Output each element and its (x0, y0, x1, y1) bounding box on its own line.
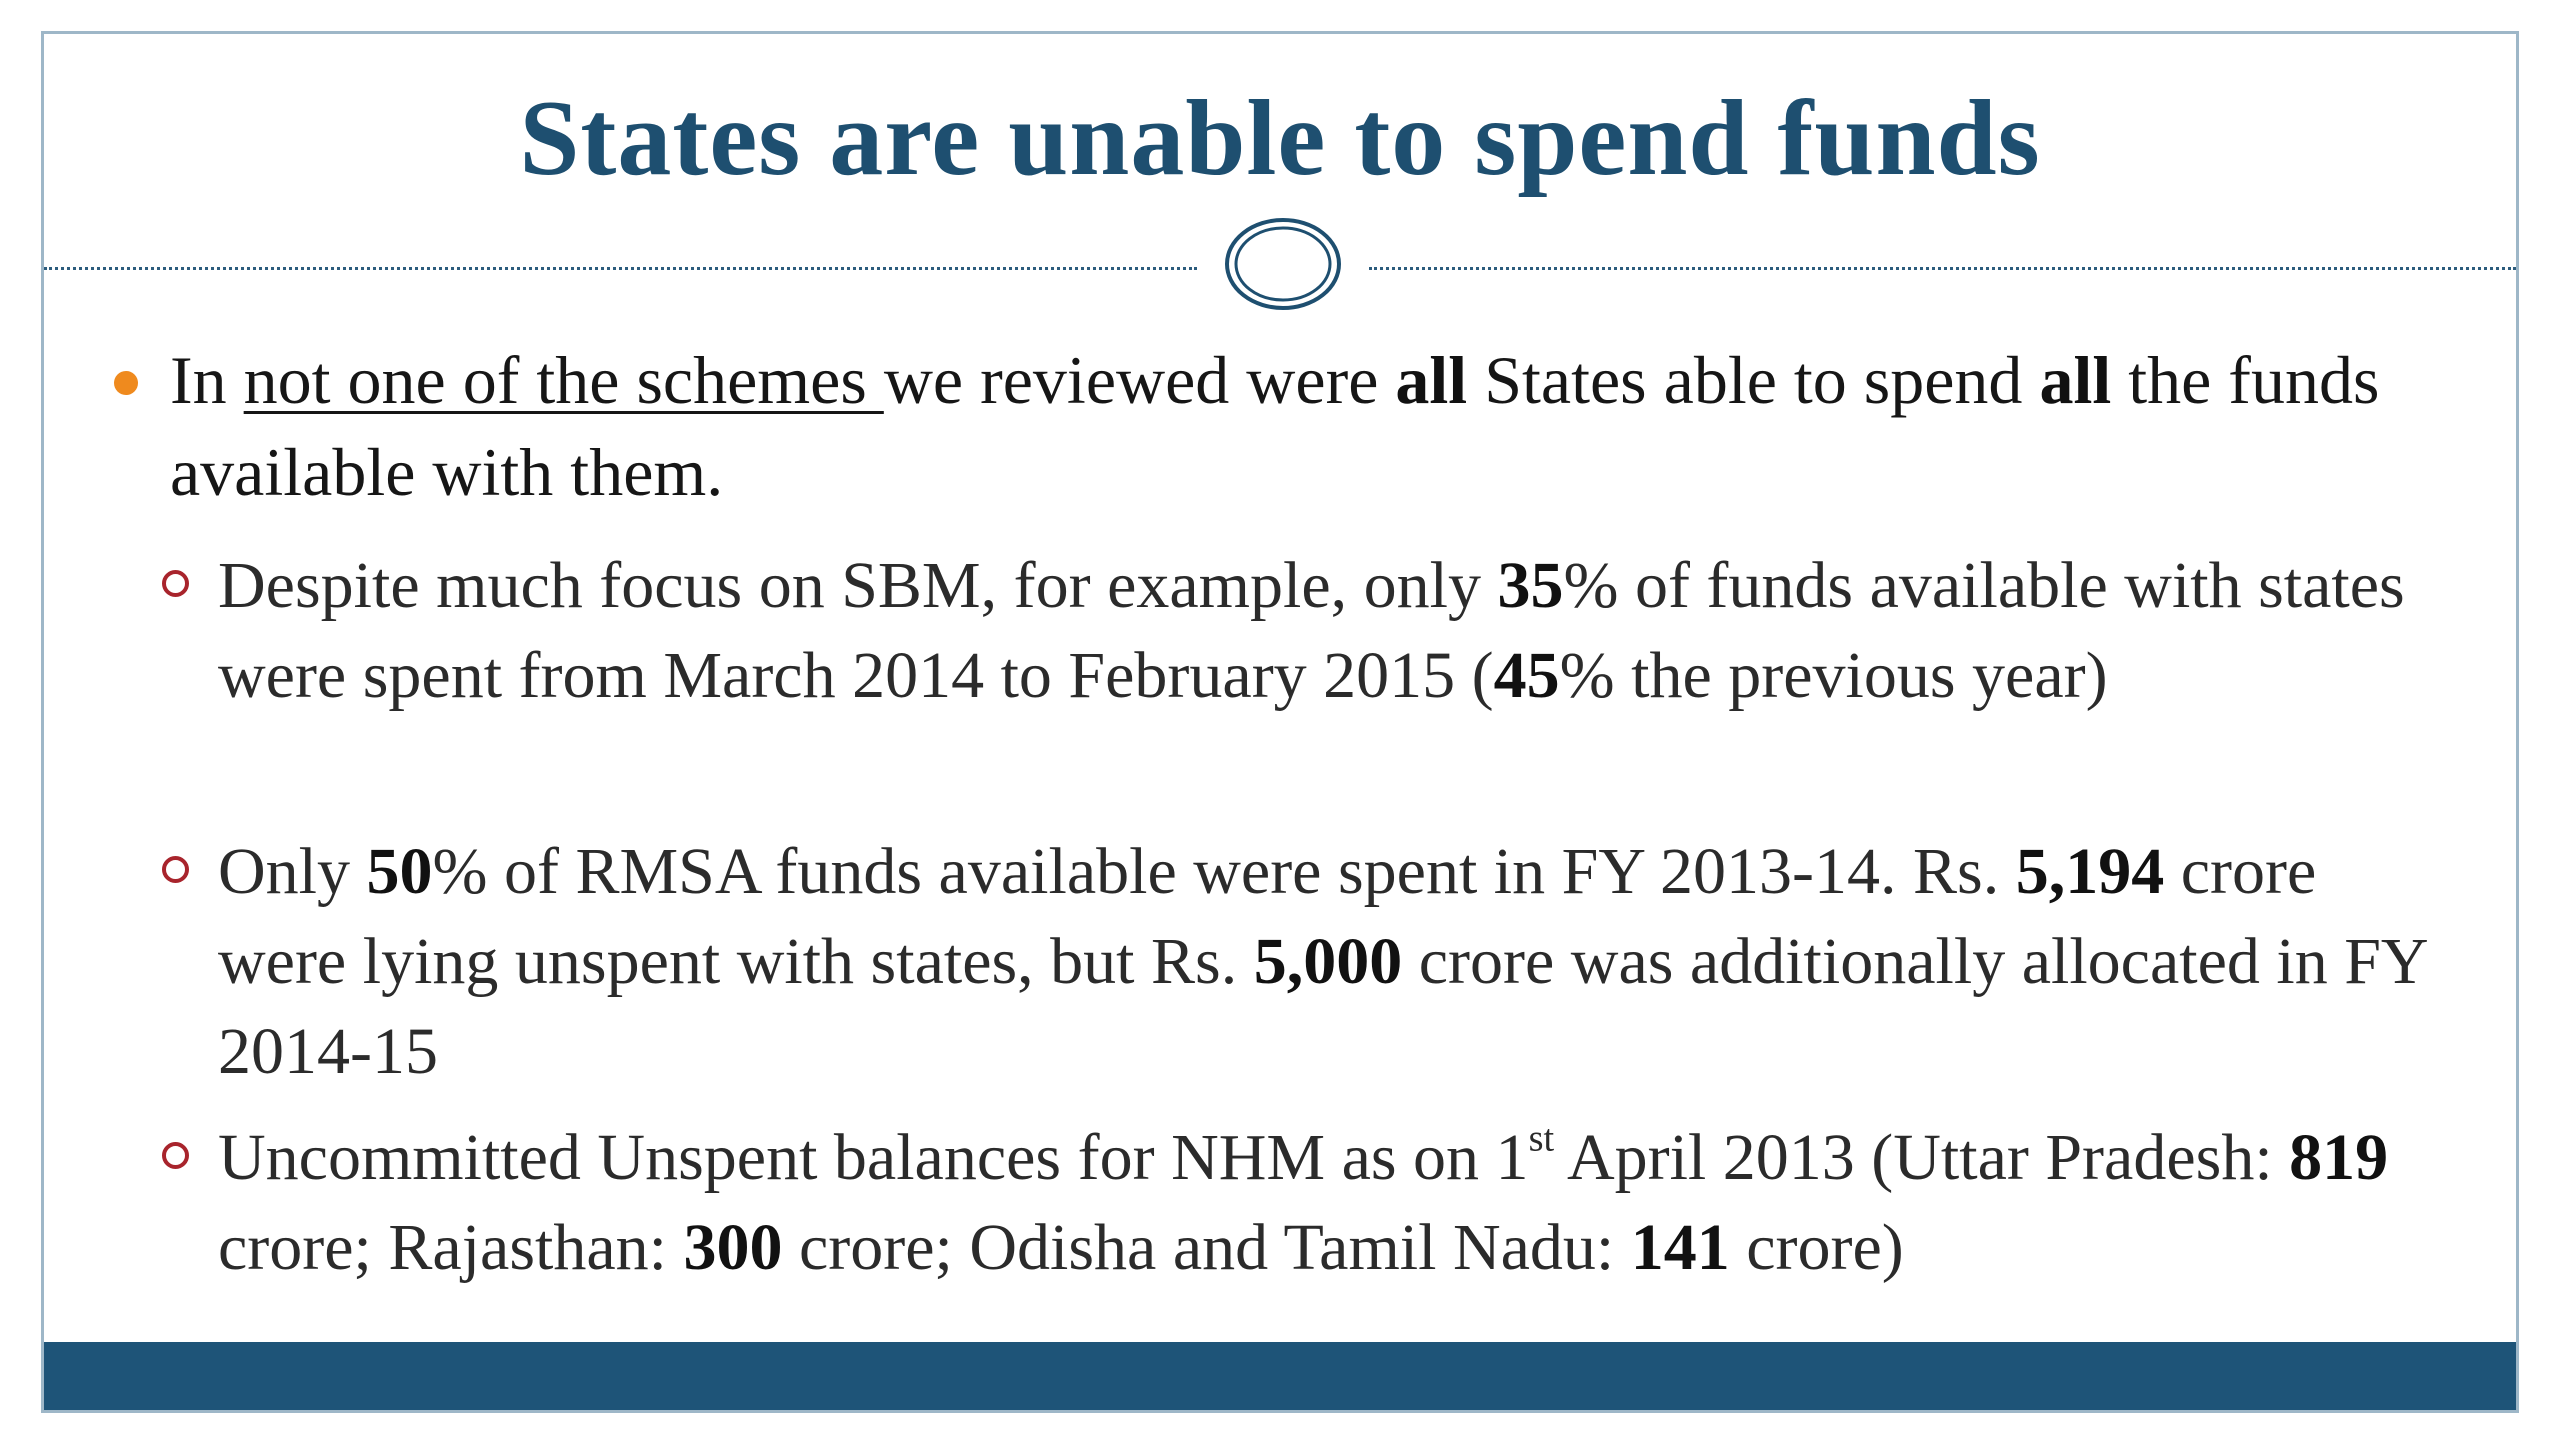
sub-bullet-text: Uncommitted Unspent balances for NHM as on 1st April 2013 (Uttar Pradesh: 819 crore; Rajasthan: 300 crore; Odisha and Tamil Nadu: 141 crore) (218, 1117, 2389, 1284)
sub-bullet-text: Only 50% of RMSA funds available were spent in FY 2013-14. Rs. 5,194 crore were lying unspent with states, but Rs. 5,000 crore was additionally allocated in FY 2014-15 (218, 835, 2427, 1088)
red-ring-bullet-icon (162, 856, 189, 883)
sub-bullet-nhm (162, 1113, 2452, 1293)
sub-bullet-text: Despite much focus on SBM, for example, only 35% of funds available with states were spent from March 2014 to February 2015 (45% the previous year) (218, 549, 2405, 712)
title-divider-left (44, 267, 1197, 270)
footer-bar (44, 1342, 2516, 1410)
underlined-phrase: not one of the schemes (243, 342, 884, 418)
red-ring-bullet-icon (162, 570, 189, 597)
main-bullet (114, 334, 2454, 518)
slide (41, 31, 2519, 1413)
title-divider-right (1369, 267, 2516, 270)
double-oval-ornament-icon (1224, 216, 1342, 312)
sub-bullet-sbm (162, 541, 2452, 721)
slide-title: States are unable to spend funds (519, 79, 2041, 198)
sub-bullet-rmsa (162, 827, 2452, 1097)
red-ring-bullet-icon (162, 1142, 189, 1169)
main-bullet-text: In not one of the schemes we reviewed were all States able to spend all the funds available with them. (170, 342, 2380, 510)
orange-dot-bullet-icon (114, 371, 138, 395)
